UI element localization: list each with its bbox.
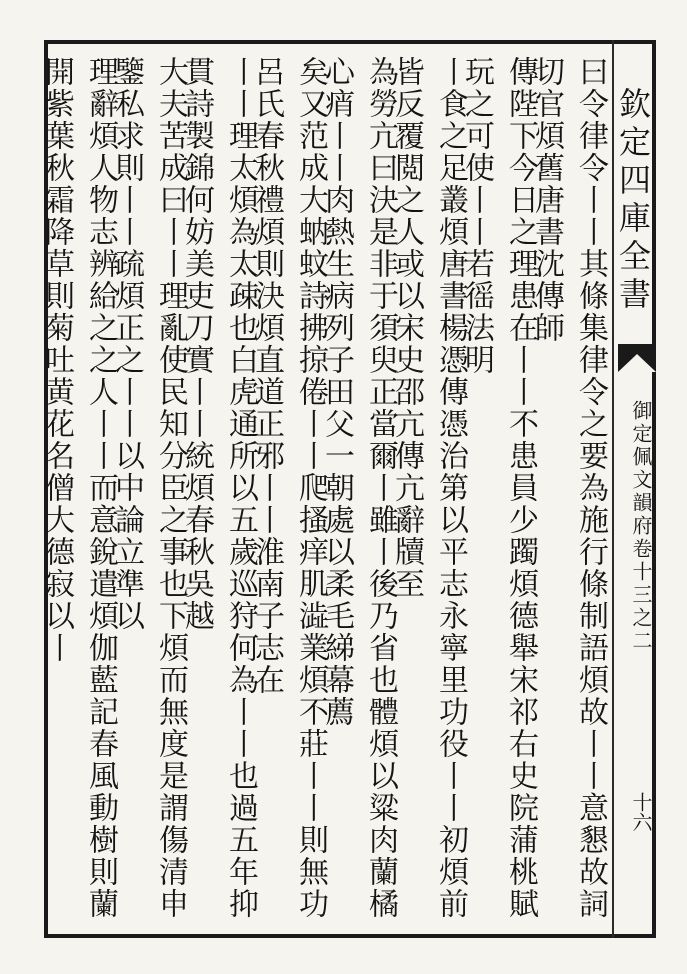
spine-title: 欽定四庫全書	[614, 87, 652, 315]
spine-volume-label: 御定佩文韻府卷十三之二	[629, 399, 653, 653]
spine-page-number: 十六	[629, 792, 653, 832]
text-column-5: 矣又范成大蚋蚊詩拂掠倦丨丨爬搔痒肌澁業煩不莊丨丨則無功呂氏春秋禮煩則決煩直道正邪丨丨淮南子志在	[249, 56, 328, 920]
fish-tail-mark-icon	[618, 344, 656, 372]
text-column-1: 曰令律令丨丨其條集律令之要為施行條制語煩故丨丨意懇故詞切官煩舊唐書沈傳師	[529, 56, 608, 920]
text-column-3: 丨食之足叢煩唐書楊憑傳憑治第以平志永寧里功役丨丨初煩前皆反覆閲之人或以宋史邵亢傳亢辭牘至	[389, 56, 468, 920]
text-column-7: 大夫苦成曰丨丨理亂使民知分臣之事也下煩而無度是謂傷清申鑒私求則丨丨疏煩正之丨丨以中論立準以	[109, 56, 188, 920]
spine-margin	[614, 44, 656, 934]
text-column-6: 丨丨理太煩為太疎也白虎通所以五歲巡狩何為丨丨也過五年抑貫詩製錦何妨美吏刀實丨丨統煩春秋吳越	[179, 56, 258, 920]
text-column-4: 為勞亢曰決是非于須臾正當爾丨雖丨後乃省也體煩以粱肉蘭橘心痟丨丨肉熱生病列子田父一朝處以柔毛綈幕薦	[319, 56, 398, 920]
text-column-2: 傳陛下今日之理患在丨丨不患員少躅煩德舉宋祁右史院蒲桃賦玩之可使丨丨若徭法明	[459, 56, 538, 920]
text-column-8: 理辭煩人物志辨給之之人丨丨而意銳遣煩伽藍記春風動樹則蘭開紫葉秋霜降草則菊吐黄花名僧大德寂以丨	[39, 56, 118, 920]
